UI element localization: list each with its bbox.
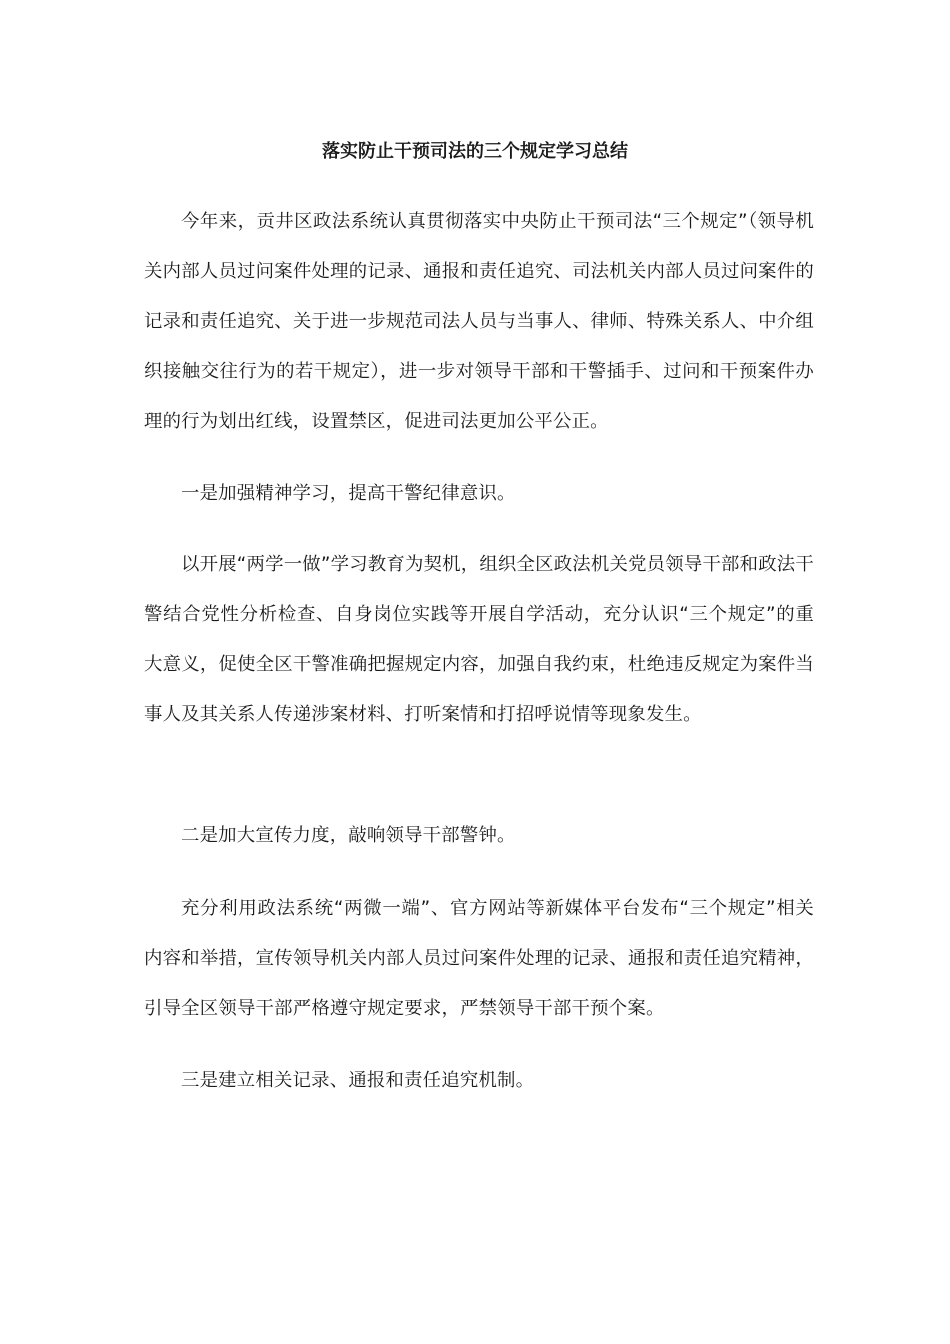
paragraph-heading-3: 三是建立相关记录、通报和责任追究机制。 [181, 1070, 535, 1091]
document-title: 落实防止干预司法的三个规定学习总结 [322, 141, 628, 162]
paragraph-heading-2: 二是加大宣传力度，敲响领导干部警钟。 [181, 825, 516, 846]
paragraph-body-1: 以开展“两学一做”学习教育为契机，组织全区政法机关党员领导干部和政法干警结合党性分析检查、自身岗位实践等开展自学活动，充分认识“三个规定”的重大意义，促使全区干警准确把握规定内容，加强自我约束，杜绝违反规定为案件当事人及其关系人传递涉案材料、打听案情和打招呼说情等现象发生。 [144, 554, 814, 725]
paragraph-heading-1: 一是加强精神学习，提高干警纪律意识。 [181, 483, 516, 504]
paragraph-body-2: 充分利用政法系统“两微一端”、官方网站等新媒体平台发布“三个规定”相关内容和举措，宣传领导机关内部人员过问案件处理的记录、通报和责任追究精神，引导全区领导干部严格遵守规定要求，严禁领导干部干预个案。 [144, 898, 814, 1019]
paragraph-intro: 今年来，贡井区政法系统认真贯彻落实中央防止干预司法“三个规定”（领导机关内部人员过问案件处理的记录、通报和责任追究、司法机关内部人员过问案件的记录和责任追究、关于进一步规范司法人员与当事人、律师、特殊关系人、中介组织接触交往行为的若干规定），进一步对领导干部和干警插手、过问和干预案件办理的行为划出红线，设置禁区，促进司法更加公平公正。 [144, 211, 814, 432]
